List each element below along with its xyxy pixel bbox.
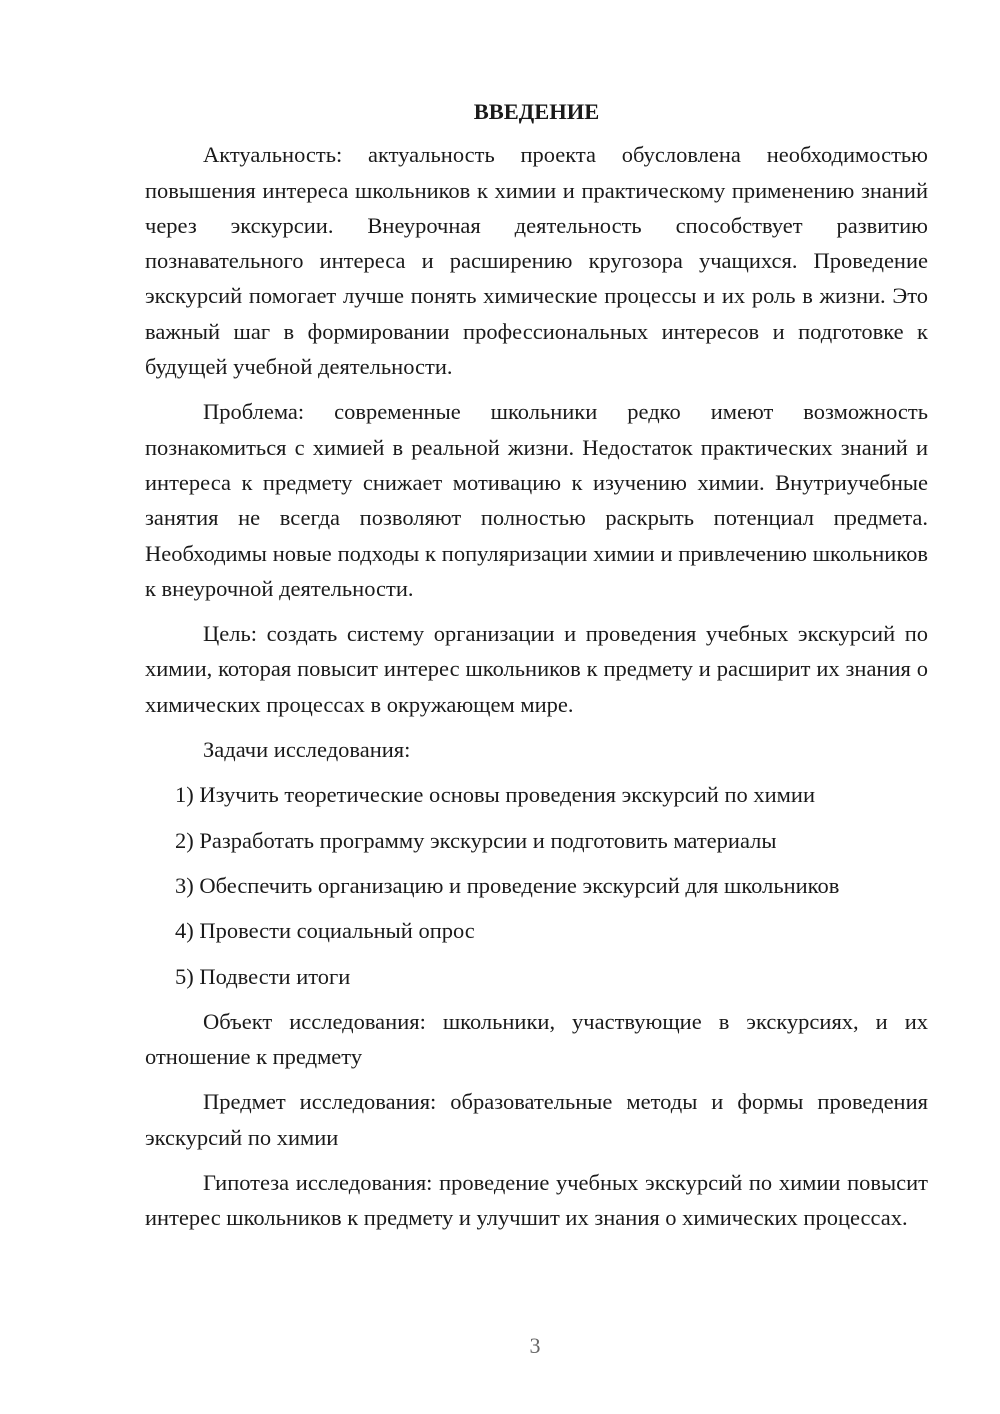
hypothesis-paragraph: Гипотеза исследования: проведение учебных экскурсий по химии повысит интерес школьников к предмету и улучшит их знания о химических процессах. bbox=[145, 1170, 928, 1231]
goal-paragraph: Цель: создать систему организации и проведения учебных экскурсий по химии, которая повысит интерес школьников к предмету и расширит их знания о химических процессах в окружающем мире. bbox=[145, 621, 928, 717]
tasks-heading: Задачи исследования: bbox=[203, 737, 411, 763]
list-item: 1) Изучить теоретические основы проведения экскурсий по химии bbox=[175, 782, 815, 808]
list-item: 3) Обеспечить организацию и проведение экскурсий для школьников bbox=[175, 872, 840, 898]
object-paragraph: Объект исследования: школьники, участвующие в экскурсиях, и их отношение к предмету bbox=[145, 1008, 928, 1070]
page-body bbox=[145, 94, 928, 1246]
subject-paragraph: Предмет исследования: образовательные методы и формы проведения экскурсий по химии bbox=[145, 1089, 928, 1150]
tasks-list bbox=[145, 777, 928, 993]
problem-paragraph: Проблема: современные школьники редко имеют возможность познакомиться с химией в реальной жизни. Недостаток практических знаний и интереса к предмету снижает мотивацию к изучению химии. Внутриучебные занятия не всегда позволяют полностью раскрыть потенциал предмета. Необходимы новые подходы к популяризации химии и привлечению школьников к внеурочной деятельности. bbox=[145, 399, 928, 601]
relevance-paragraph: Актуальность: актуальность проекта обусловлена необходимостью повышения интереса школьников к химии и практическому применению знаний через экскурсии. Внеурочная деятельность способствует развитию познавательного интереса и расширению кругозора учащихся. Проведение экскурсий помогает лучше понять химические процессы и их роль в жизни. Это важный шаг в формировании профессиональных интересов и подготовке к будущей учебной деятельности. bbox=[145, 142, 928, 380]
list-item: 4) Провести социальный опрос bbox=[175, 918, 475, 944]
page-title: ВВЕДЕНИЕ bbox=[473, 99, 600, 124]
list-item: 5) Подвести итоги bbox=[175, 963, 351, 989]
list-item: 2) Разработать программу экскурсии и подготовить материалы bbox=[175, 827, 777, 853]
page-number: 3 bbox=[529, 1333, 541, 1358]
